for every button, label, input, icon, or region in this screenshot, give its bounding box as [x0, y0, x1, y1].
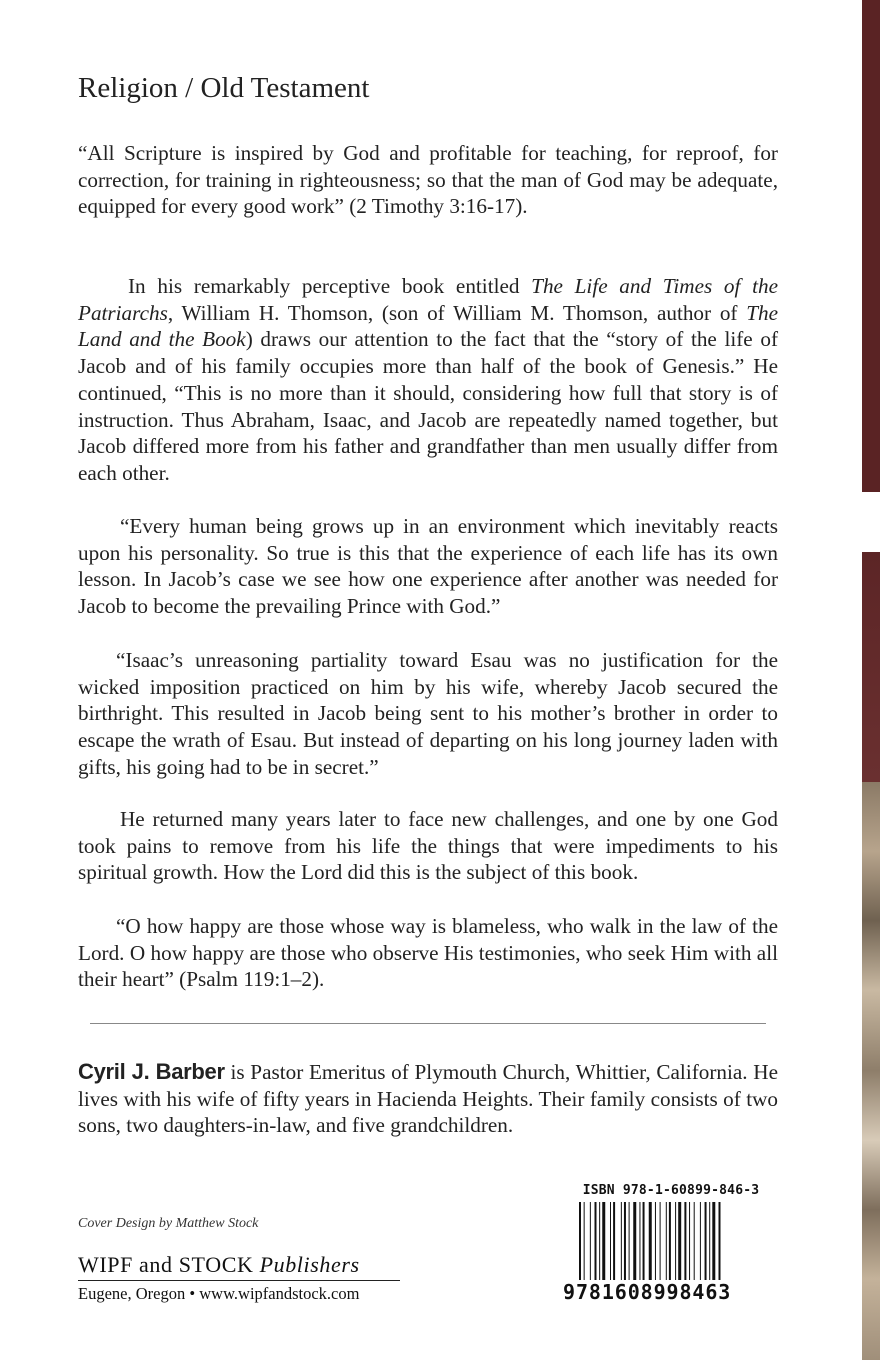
- epigraph: “All Scripture is inspired by God and profitable for teaching, for reproof, for correction, for training in righteousness; so that the man of God may be adequate, equipped for every good work” (2 Timothy 3:16-17).: [78, 141, 778, 219]
- publisher-name: [78, 1252, 400, 1278]
- isbn-label: ISBN 978-1-60899-846-3: [582, 1183, 760, 1198]
- summary-paragraph: He returned many years later to face new challenges, and one by one God took pains to remove from his life the things that were impediments to his spiritual growth. How the Lord did this is the subject of this book.: [78, 807, 778, 885]
- author-bio-text: is Pastor Emeritus of Plymouth Church, Whittier, California. He lives with his wife of fifty years in Hacienda Heights. Their family consists of two sons, two daughters-in-law, and five grandchildren.: [78, 1060, 779, 1138]
- spine-edge-strip-lower: [862, 552, 880, 782]
- spine-edge-gap: [862, 492, 880, 552]
- cover-photo-edge: [862, 782, 880, 1360]
- intro-text-2: , William H. Thomson, (son of William M. Thomson, author of: [167, 300, 747, 325]
- intro-text-1: In his remarkably perceptive book entitled: [128, 274, 532, 298]
- intro-text-3: ) draws our attention to the fact that the “story of the life of Jacob and of his family occupies more than half of the book of Genesis.” He continued, “This is no more than it should, considering how full that story is of instruction. Thus Abraham, Isaac, and Jacob are repeatedly named together, but Jacob differed more from his father and grandfather than men usually differ from each other.: [78, 327, 779, 485]
- publisher-rule: [78, 1280, 400, 1281]
- book-title-land: The Land and the Book: [78, 300, 778, 352]
- book-title-patriarchs: The Life and Times of the Patriarchs: [78, 274, 778, 325]
- publisher-name-italic: Publishers: [259, 1252, 360, 1277]
- author-bio: [78, 1059, 778, 1139]
- psalm-quote: “O how happy are those whose way is blameless, who walk in the law of the Lord. O how happy are those who observe His testimonies, who seek Him with all their heart” (Psalm 119:1–2).: [78, 914, 778, 992]
- category-heading: Religion / Old Testament: [78, 72, 370, 104]
- isbn-digits: [562, 1280, 772, 1304]
- isbn-digits-text: 9781608998463: [563, 1280, 732, 1304]
- spine-edge-strip: [862, 0, 880, 492]
- intro-paragraph: [78, 273, 778, 487]
- quote-paragraph-1: “Every human being grows up in an environment which inevitably reacts upon his personality. So true is this that the experience of each life has its own lesson. In Jacob’s case we see how one experience after another was needed for Jacob to become the prevailing Prince with God.”: [78, 514, 778, 619]
- publisher-address: Eugene, Oregon • www.wipfandstock.com: [78, 1284, 360, 1303]
- quote-paragraph-2: “Isaac’s unreasoning partiality toward Esau was no justification for the wicked imposition practiced on him by his wife, whereby Jacob secured the birthright. This resulted in Jacob being sent to his mother’s brother in order to escape the wrath of Esau. But instead of departing on his long journey laden with gifts, his going had to be in secret.”: [78, 648, 778, 779]
- cover-design-credit: Cover Design by Matthew Stock: [78, 1216, 259, 1231]
- section-divider: [90, 1023, 766, 1024]
- publisher-name-regular: WIPF and STOCK: [78, 1252, 260, 1277]
- author-name: Cyril J. Barber: [78, 1059, 225, 1084]
